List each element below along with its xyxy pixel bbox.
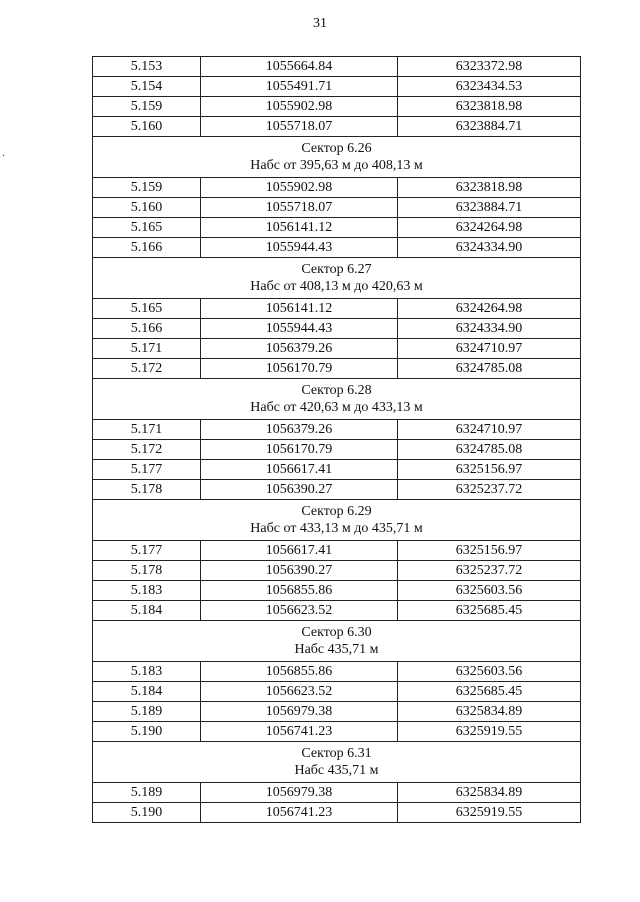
x-coordinate-cell: 1056141.12: [201, 299, 398, 319]
point-id-cell: 5.160: [93, 198, 201, 218]
x-coordinate-cell: 1055491.71: [201, 77, 398, 97]
x-coordinate-cell: 1056741.23: [201, 722, 398, 742]
sector-title: Сектор 6.28: [301, 383, 372, 398]
table-row: [93, 299, 581, 319]
table-row: [93, 319, 581, 339]
table-row: [93, 783, 581, 803]
x-coordinate-cell: 1055718.07: [201, 198, 398, 218]
y-coordinate-cell: 6323434.53: [398, 77, 581, 97]
x-coordinate-cell: 1055902.98: [201, 178, 398, 198]
x-coordinate-cell: 1056617.41: [201, 541, 398, 561]
y-coordinate-cell: 6325603.56: [398, 581, 581, 601]
point-id-cell: 5.190: [93, 803, 201, 823]
point-id-cell: 5.177: [93, 541, 201, 561]
x-coordinate-cell: 1056390.27: [201, 561, 398, 581]
margin-mark: .: [2, 145, 5, 159]
point-id-cell: 5.153: [93, 57, 201, 77]
sector-header-cell: [93, 379, 581, 420]
sector-title: Сектор 6.26: [301, 141, 372, 156]
table-row: [93, 480, 581, 500]
x-coordinate-cell: 1056855.86: [201, 662, 398, 682]
y-coordinate-cell: 6325156.97: [398, 541, 581, 561]
point-id-cell: 5.177: [93, 460, 201, 480]
y-coordinate-cell: 6323884.71: [398, 198, 581, 218]
point-id-cell: 5.190: [93, 722, 201, 742]
point-id-cell: 5.154: [93, 77, 201, 97]
y-coordinate-cell: 6324264.98: [398, 218, 581, 238]
sector-height-range: Набс от 408,13 м до 420,63 м: [250, 279, 423, 294]
table-row: [93, 97, 581, 117]
point-id-cell: 5.178: [93, 561, 201, 581]
x-coordinate-cell: 1056623.52: [201, 601, 398, 621]
table-row: [93, 581, 581, 601]
sector-title: Сектор 6.29: [301, 504, 372, 519]
table-row: [93, 722, 581, 742]
point-id-cell: 5.165: [93, 218, 201, 238]
y-coordinate-cell: 6324785.08: [398, 440, 581, 460]
point-id-cell: 5.189: [93, 783, 201, 803]
x-coordinate-cell: 1056170.79: [201, 440, 398, 460]
y-coordinate-cell: 6325156.97: [398, 460, 581, 480]
sector-header-row: [93, 137, 581, 178]
sector-title: Сектор 6.27: [301, 262, 372, 277]
x-coordinate-cell: 1055944.43: [201, 319, 398, 339]
coordinates-table-body: [93, 57, 581, 823]
table-row: [93, 218, 581, 238]
table-row: [93, 803, 581, 823]
y-coordinate-cell: 6325237.72: [398, 480, 581, 500]
y-coordinate-cell: 6324710.97: [398, 420, 581, 440]
sector-height-range: Набс 435,71 м: [294, 642, 379, 657]
sector-header-row: [93, 742, 581, 783]
y-coordinate-cell: 6324334.90: [398, 238, 581, 258]
x-coordinate-cell: 1056617.41: [201, 460, 398, 480]
sector-header-cell: [93, 621, 581, 662]
y-coordinate-cell: 6325237.72: [398, 561, 581, 581]
x-coordinate-cell: 1056979.38: [201, 702, 398, 722]
x-coordinate-cell: 1055664.84: [201, 57, 398, 77]
y-coordinate-cell: 6324334.90: [398, 319, 581, 339]
x-coordinate-cell: 1056390.27: [201, 480, 398, 500]
sector-header-row: [93, 379, 581, 420]
point-id-cell: 5.171: [93, 420, 201, 440]
sector-height-range: Набс от 433,13 м до 435,71 м: [250, 521, 423, 536]
table-row: [93, 702, 581, 722]
sector-header-cell: [93, 500, 581, 541]
point-id-cell: 5.165: [93, 299, 201, 319]
x-coordinate-cell: 1055718.07: [201, 117, 398, 137]
x-coordinate-cell: 1056141.12: [201, 218, 398, 238]
y-coordinate-cell: 6323818.98: [398, 178, 581, 198]
table-row: [93, 541, 581, 561]
table-row: [93, 420, 581, 440]
point-id-cell: 5.160: [93, 117, 201, 137]
table-row: [93, 440, 581, 460]
point-id-cell: 5.189: [93, 702, 201, 722]
x-coordinate-cell: 1056623.52: [201, 682, 398, 702]
sector-header-row: [93, 500, 581, 541]
sector-header-cell: [93, 742, 581, 783]
y-coordinate-cell: 6324710.97: [398, 339, 581, 359]
sector-header-row: [93, 621, 581, 662]
x-coordinate-cell: 1056170.79: [201, 359, 398, 379]
sector-header-row: [93, 258, 581, 299]
point-id-cell: 5.159: [93, 178, 201, 198]
x-coordinate-cell: 1055944.43: [201, 238, 398, 258]
y-coordinate-cell: 6323372.98: [398, 57, 581, 77]
sector-title: Сектор 6.30: [301, 625, 372, 640]
y-coordinate-cell: 6325834.89: [398, 702, 581, 722]
y-coordinate-cell: 6325685.45: [398, 601, 581, 621]
sector-height-range: Набс от 420,63 м до 433,13 м: [250, 400, 423, 415]
table-row: [93, 339, 581, 359]
sector-height-range: Набс от 395,63 м до 408,13 м: [250, 158, 423, 173]
table-row: [93, 198, 581, 218]
y-coordinate-cell: 6324264.98: [398, 299, 581, 319]
point-id-cell: 5.172: [93, 359, 201, 379]
x-coordinate-cell: 1056979.38: [201, 783, 398, 803]
y-coordinate-cell: 6325834.89: [398, 783, 581, 803]
x-coordinate-cell: 1056379.26: [201, 339, 398, 359]
table-row: [93, 359, 581, 379]
table-row: [93, 682, 581, 702]
table-row: [93, 561, 581, 581]
x-coordinate-cell: 1055902.98: [201, 97, 398, 117]
table-row: [93, 460, 581, 480]
point-id-cell: 5.184: [93, 601, 201, 621]
point-id-cell: 5.159: [93, 97, 201, 117]
table-row: [93, 77, 581, 97]
point-id-cell: 5.178: [93, 480, 201, 500]
x-coordinate-cell: 1056855.86: [201, 581, 398, 601]
table-row: [93, 238, 581, 258]
page-number: 31: [313, 16, 327, 31]
table-row: [93, 57, 581, 77]
point-id-cell: 5.166: [93, 319, 201, 339]
x-coordinate-cell: 1056741.23: [201, 803, 398, 823]
sector-title: Сектор 6.31: [301, 746, 372, 761]
y-coordinate-cell: 6325919.55: [398, 722, 581, 742]
x-coordinate-cell: 1056379.26: [201, 420, 398, 440]
point-id-cell: 5.183: [93, 662, 201, 682]
y-coordinate-cell: 6323884.71: [398, 117, 581, 137]
sector-height-range: Набс 435,71 м: [294, 763, 379, 778]
point-id-cell: 5.183: [93, 581, 201, 601]
point-id-cell: 5.172: [93, 440, 201, 460]
coordinates-table: [92, 56, 581, 823]
y-coordinate-cell: 6324785.08: [398, 359, 581, 379]
y-coordinate-cell: 6325919.55: [398, 803, 581, 823]
table-row: [93, 601, 581, 621]
table-row: [93, 117, 581, 137]
point-id-cell: 5.184: [93, 682, 201, 702]
y-coordinate-cell: 6325685.45: [398, 682, 581, 702]
point-id-cell: 5.166: [93, 238, 201, 258]
table-row: [93, 662, 581, 682]
point-id-cell: 5.171: [93, 339, 201, 359]
sector-header-cell: [93, 137, 581, 178]
table-row: [93, 178, 581, 198]
sector-header-cell: [93, 258, 581, 299]
y-coordinate-cell: 6325603.56: [398, 662, 581, 682]
y-coordinate-cell: 6323818.98: [398, 97, 581, 117]
